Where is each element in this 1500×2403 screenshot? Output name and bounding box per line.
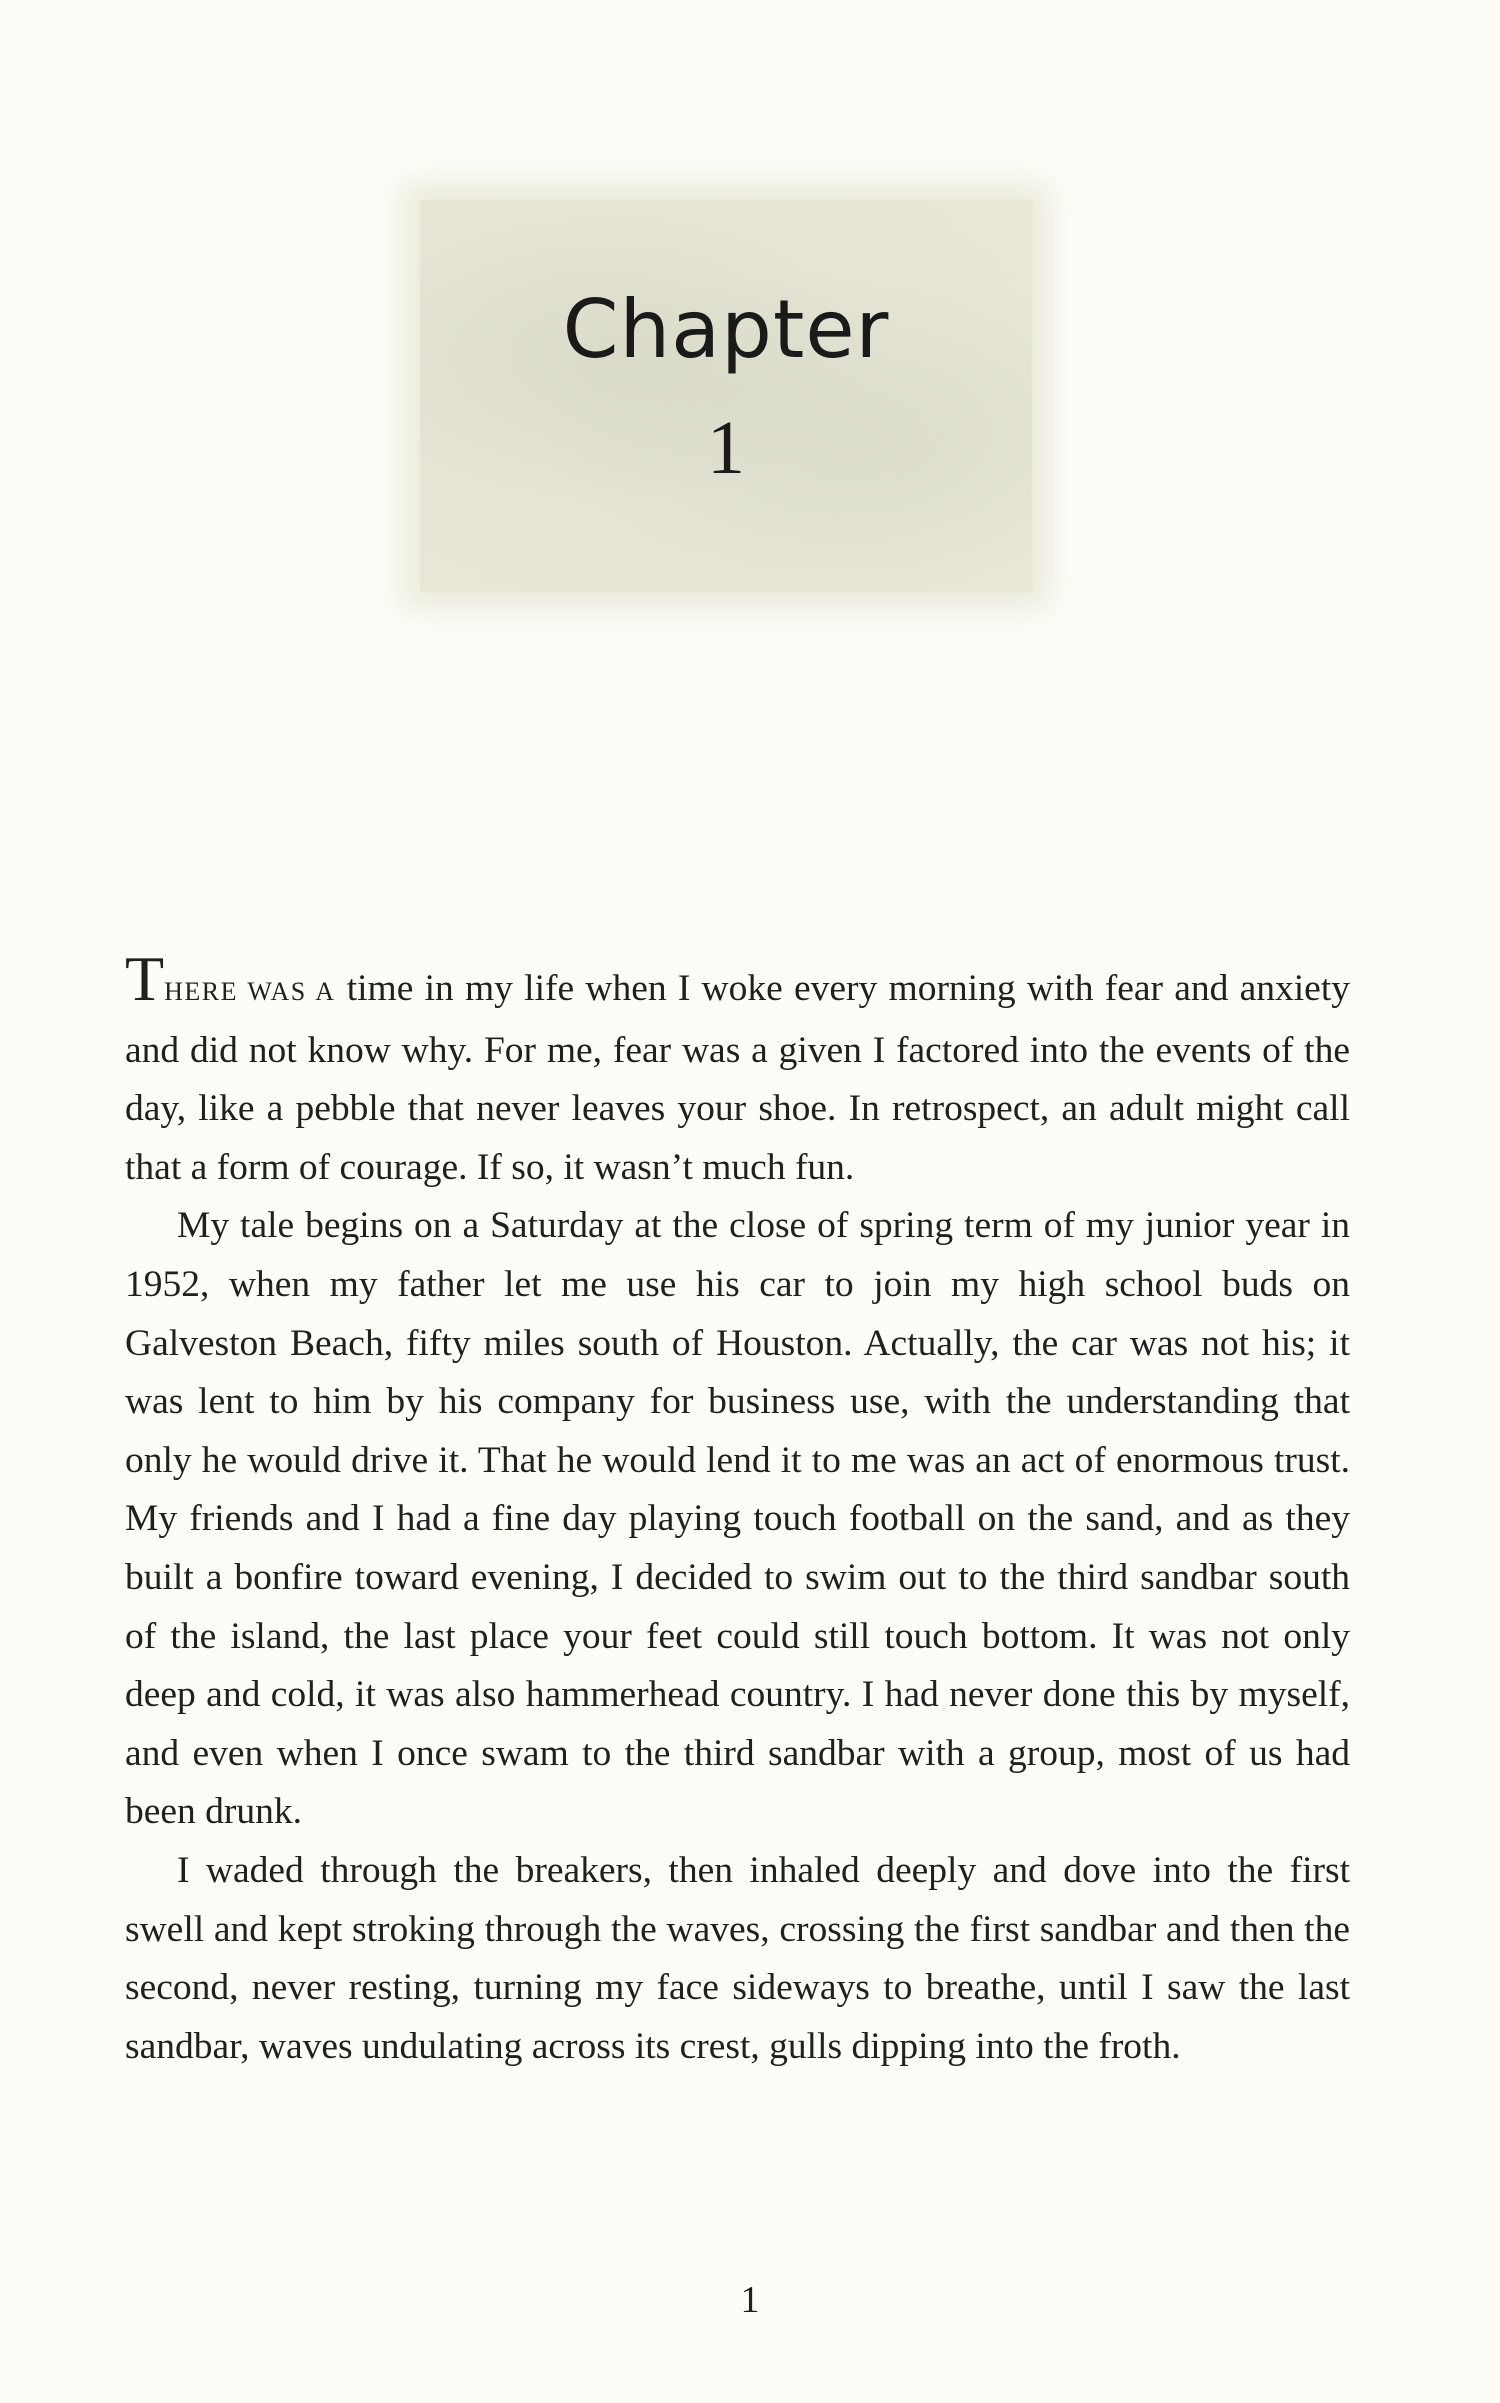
chapter-heading-background <box>420 200 1032 592</box>
chapter-number: 1 <box>707 406 745 490</box>
paragraph: My tale begins on a Saturday at the close of spring term of my junior year in 1952, when my father let me use his car to join my high school buds on Galveston Beach, fifty miles south of Houston. Actually, the car was not his; it was lent to him by his company for business use, with the understanding that only he would drive it. That he would lend it to me was an act of enormous trust. My friends and I had a fine day playing touch football on the sand, and as they built a bonfire toward evening, I decided to swim out to the third sandbar south of the island, the last place your feet could still touch bottom. It was not only deep and cold, it was also hammerhead country. I had never done this by myself, and even when I once swam to the third sandbar with a group, most of us had been drunk. <box>125 1205 1350 1833</box>
opening-paragraph <box>125 943 1350 1197</box>
paragraph: I waded through the breakers, then inhaled deeply and dove into the first swell and kept stroking through the waves, crossing the first sandbar and then the second, never resting, turning my face sideways to breathe, until I saw the last sandbar, waves undulating across its crest, gulls dipping into the froth. <box>125 1849 1350 2067</box>
chapter-title: Chapter <box>562 283 890 376</box>
opening-small-caps: HERE WAS A <box>164 977 336 1006</box>
page-number: 1 <box>740 2279 760 2321</box>
chapter-body <box>125 943 1350 2076</box>
opening-text: time in my life when I woke every morning with fear and anxiety and did not know why. For me, fear was a given I factored into the events of the day, like a pebble that never leaves your shoe. In retrospect, an adult might call that a form of courage. If so, it wasn’t much fun. <box>125 968 1350 1188</box>
drop-cap: T <box>125 943 165 1014</box>
